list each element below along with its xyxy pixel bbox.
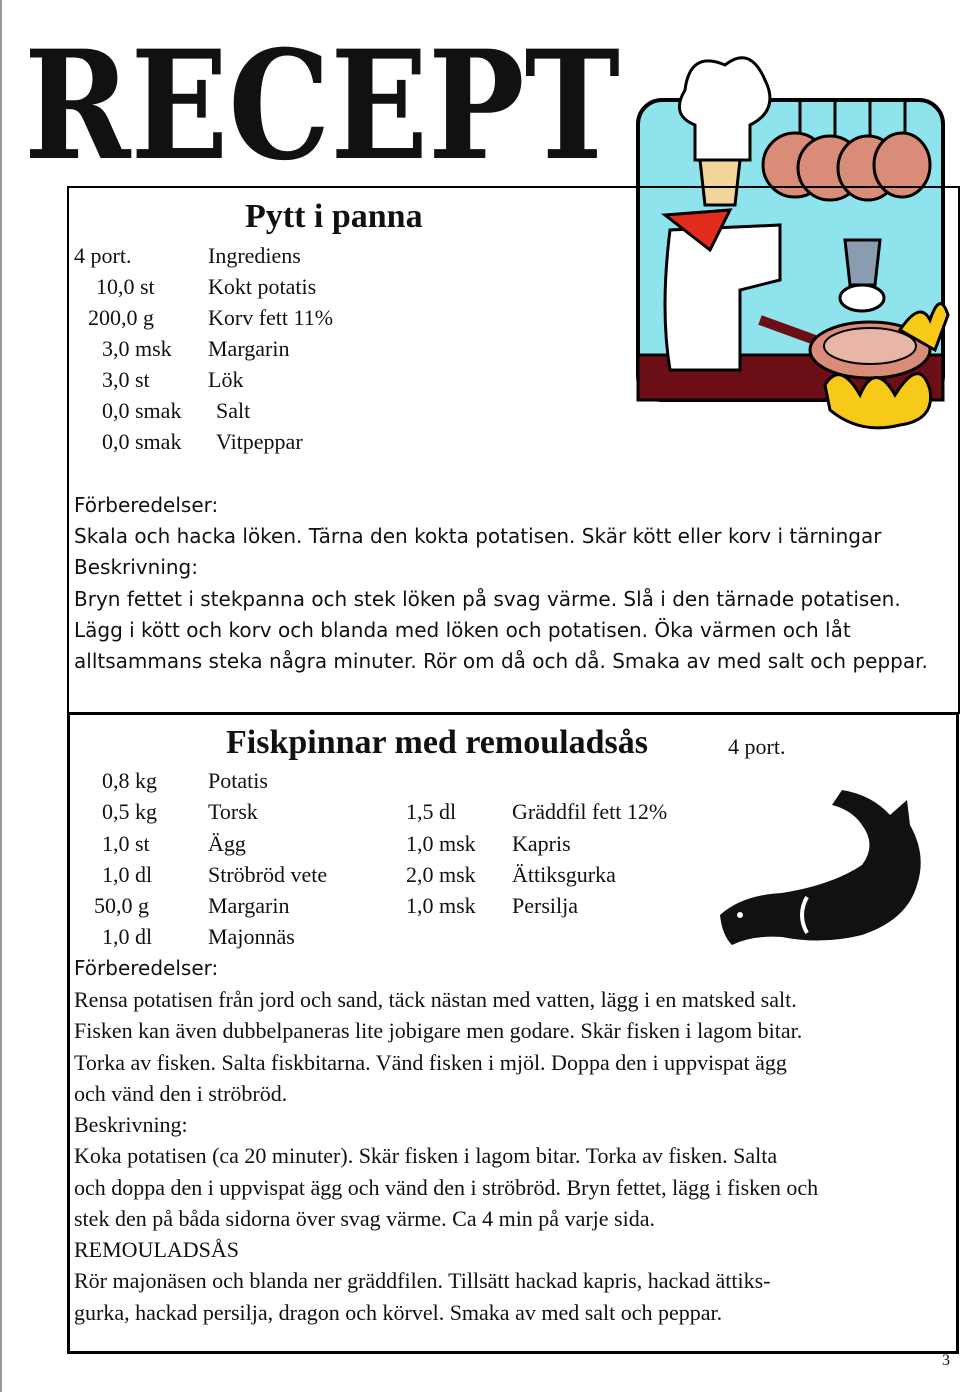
ingredient-name: Ströbröd vete bbox=[208, 862, 328, 887]
sauce-label: REMOULADSÅS bbox=[74, 1237, 240, 1262]
ingredient-qty: 0,0 smak bbox=[102, 398, 182, 423]
ingredient-qty: 1,0 msk bbox=[406, 893, 476, 918]
ingredient-name: Potatis bbox=[208, 768, 268, 793]
desc-line: Koka potatisen (ca 20 minuter). Skär fisken i lagom bitar. Torka av fisken. Salta bbox=[74, 1143, 778, 1168]
ingredient-name: Kapris bbox=[512, 831, 571, 856]
prep-line: och vänd den i ströbröd. bbox=[74, 1081, 288, 1106]
desc-label: Beskrivning: bbox=[74, 555, 198, 579]
prep-label: Förberedelser: bbox=[74, 493, 219, 517]
portions-label: 4 port. bbox=[728, 734, 786, 759]
svg-text:RECEPT: RECEPT bbox=[24, 18, 620, 194]
desc-line: stek den på båda sidorna över svag värme. Ca 4 min på varje sida. bbox=[74, 1206, 655, 1231]
portions-label: 4 port. bbox=[74, 243, 132, 268]
ingredient-name: Ägg bbox=[208, 831, 246, 856]
ingredient-name: Majonnäs bbox=[208, 924, 295, 949]
desc-line: Lägg i kött och korv och blanda med löken och potatisen. Öka värmen och låt bbox=[74, 618, 851, 642]
page-edge-line bbox=[0, 0, 2, 1392]
ingredient-name: Kokt potatis bbox=[208, 274, 317, 299]
ingredient-qty: 10,0 st bbox=[96, 274, 155, 299]
ingredient-header: Ingrediens bbox=[208, 243, 301, 268]
ingredient-name: Torsk bbox=[208, 799, 258, 824]
ingredient-qty: 200,0 g bbox=[88, 305, 154, 330]
sauce-line: gurka, hackad persilja, dragon och körvel. Smaka av med salt och peppar. bbox=[74, 1300, 723, 1325]
ingredient-name: Margarin bbox=[208, 336, 290, 361]
ingredient-qty: 50,0 g bbox=[94, 893, 149, 918]
page-number: 3 bbox=[942, 1352, 950, 1369]
desc-line: Bryn fettet i stekpanna och stek löken på svag värme. Slå i den tärnade potatisen. bbox=[74, 587, 901, 611]
ingredient-qty: 3,0 st bbox=[102, 367, 150, 392]
desc-line: alltsammans steka några minuter. Rör om då och då. Smaka av med salt och peppar. bbox=[74, 649, 928, 673]
recipe-title: Fiskpinnar med remouladsås bbox=[226, 724, 648, 761]
ingredient-name: Margarin bbox=[208, 893, 290, 918]
ingredient-qty: 1,0 dl bbox=[102, 924, 153, 949]
recept-logo bbox=[24, 18, 624, 194]
prep-line: Fisken kan även dubbelpaneras lite jobigare men godare. Skär fisken i lagom bitar. bbox=[74, 1018, 803, 1043]
ingredient-qty: 0,0 smak bbox=[102, 429, 182, 454]
ingredient-name: Vitpeppar bbox=[216, 429, 303, 454]
ingredient-qty: 0,8 kg bbox=[102, 768, 157, 793]
ingredient-name: Persilja bbox=[512, 893, 578, 918]
desc-label: Beskrivning: bbox=[74, 1112, 188, 1137]
prep-label: Förberedelser: bbox=[74, 956, 219, 980]
ingredient-qty: 3,0 msk bbox=[102, 336, 172, 361]
sauce-line: Rör majonäsen och blanda ner gräddfilen. Tillsätt hackad kapris, hackad ättiks- bbox=[74, 1268, 771, 1293]
ingredient-qty: 1,0 st bbox=[102, 831, 150, 856]
ingredient-name: Korv fett 11% bbox=[208, 305, 334, 330]
prep-line: Rensa potatisen från jord och sand, täck nästan med vatten, lägg i en matsked salt. bbox=[74, 987, 797, 1012]
ingredient-qty: 1,0 dl bbox=[102, 862, 153, 887]
desc-line: och doppa den i uppvispat ägg och vänd den i ströbröd. Bryn fettet, lägg i fisken och bbox=[74, 1175, 819, 1200]
ingredient-name: Lök bbox=[208, 367, 244, 392]
ingredient-qty: 1,0 msk bbox=[406, 831, 476, 856]
ingredient-qty: 0,5 kg bbox=[102, 799, 157, 824]
prep-text: Skala och hacka löken. Tärna den kokta potatisen. Skär kött eller korv i tärningar bbox=[74, 524, 882, 548]
ingredient-name: Salt bbox=[216, 398, 251, 423]
ingredient-qty: 1,5 dl bbox=[406, 799, 457, 824]
ingredient-qty: 2,0 msk bbox=[406, 862, 476, 887]
prep-line: Torka av fisken. Salta fiskbitarna. Vänd fisken i mjöl. Doppa den i uppvispat ägg bbox=[74, 1050, 787, 1075]
fish-icon bbox=[712, 785, 928, 960]
ingredient-name: Ättiksgurka bbox=[512, 862, 616, 887]
recipe-title: Pytt i panna bbox=[245, 198, 423, 235]
ingredient-name: Gräddfil fett 12% bbox=[512, 799, 668, 824]
